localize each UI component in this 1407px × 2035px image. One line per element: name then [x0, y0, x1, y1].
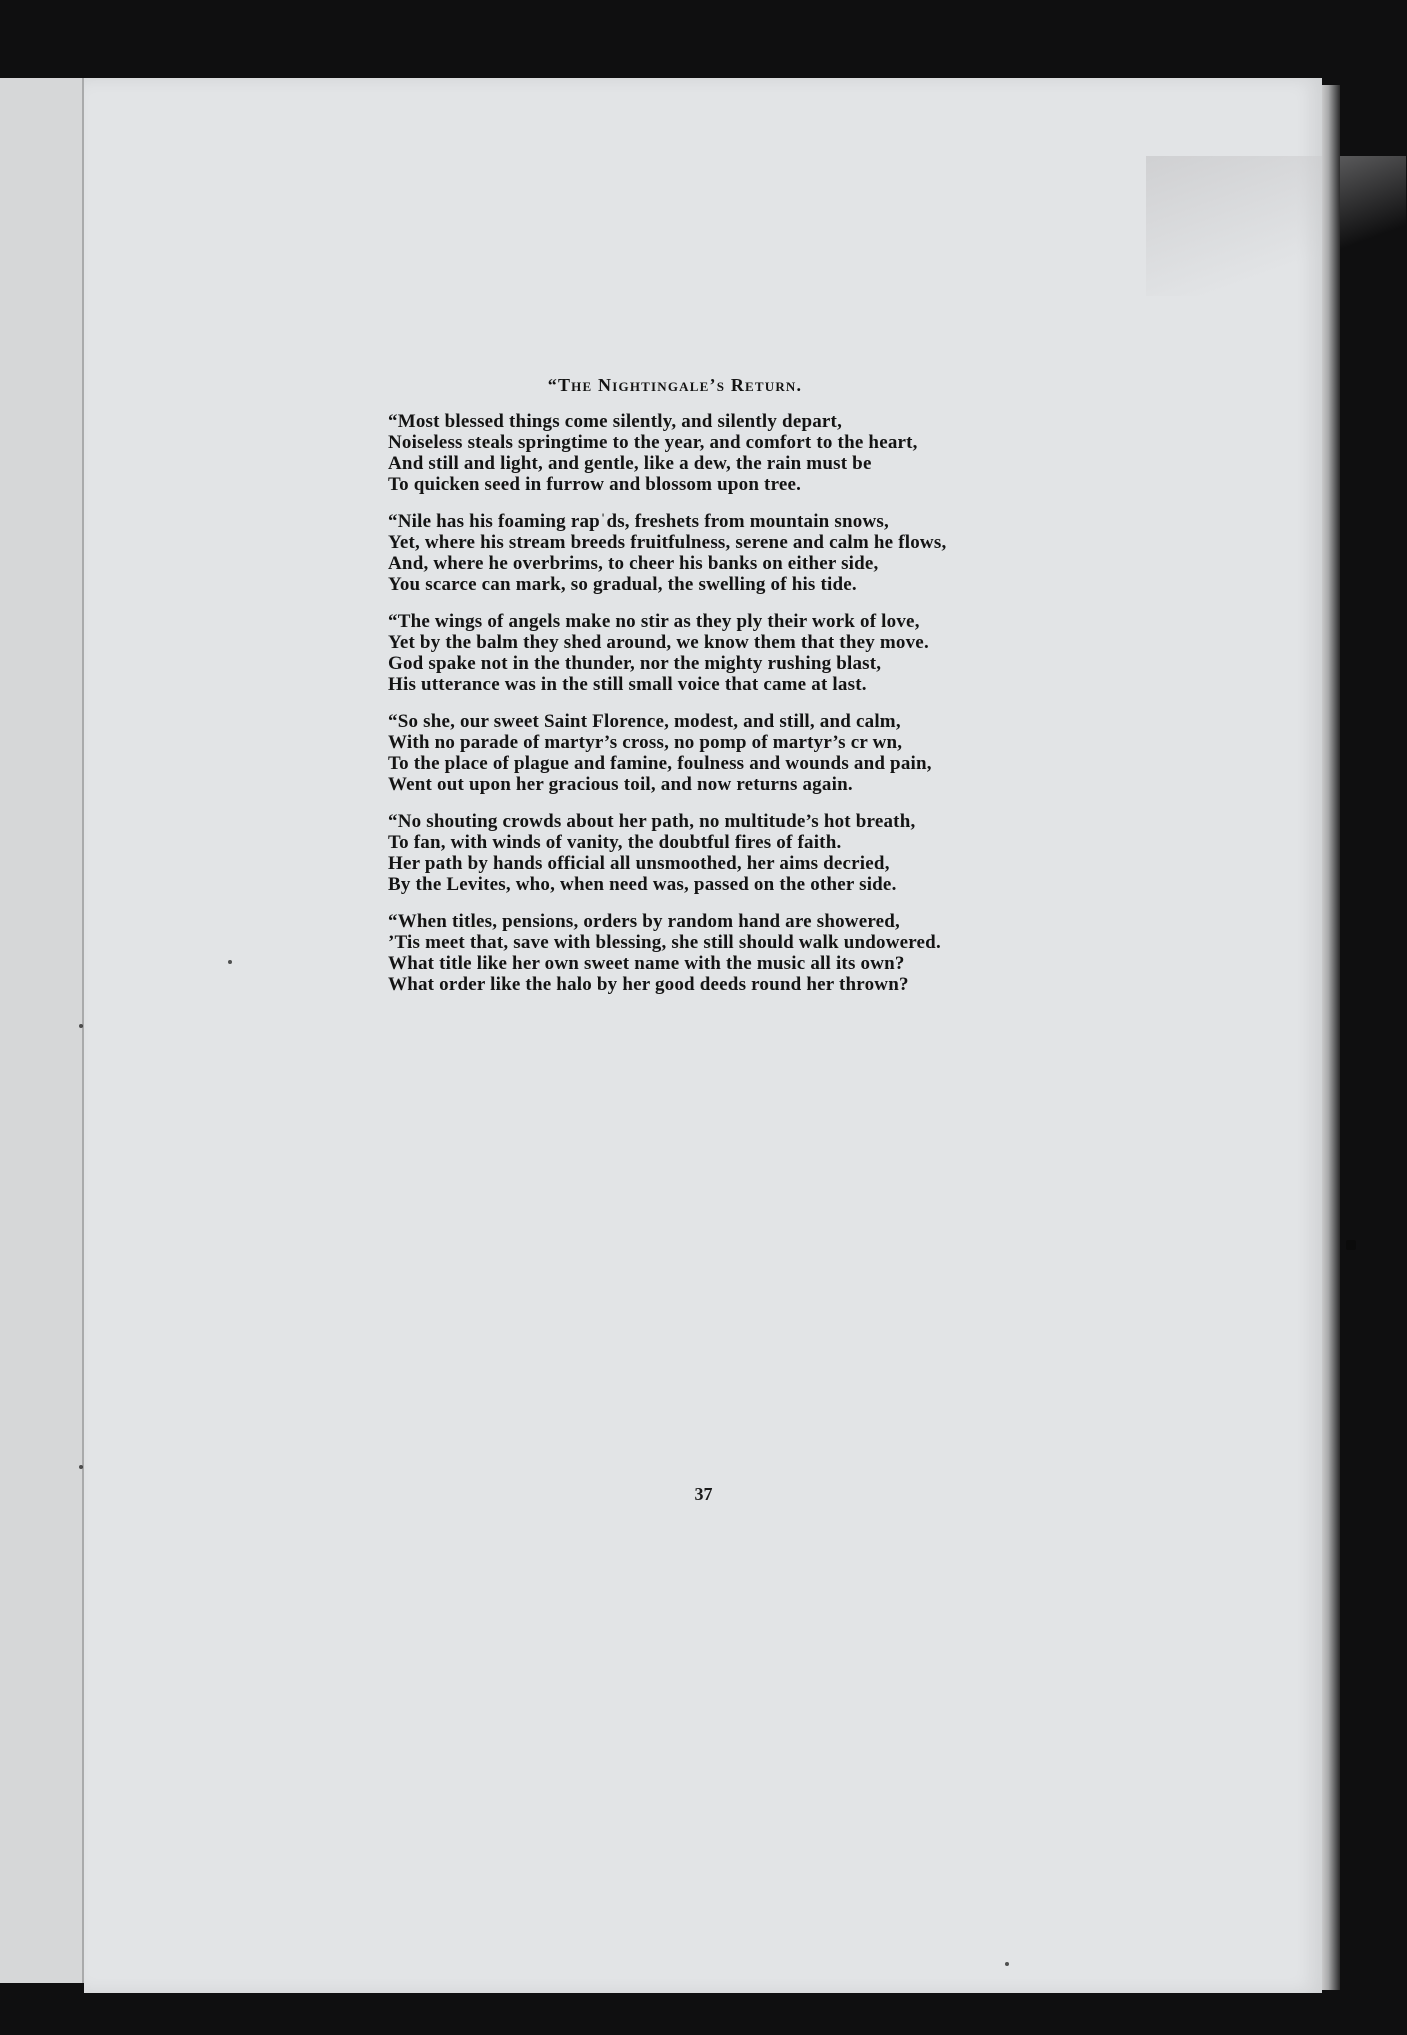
poem-line: With no parade of martyr’s cross, no pomp of martyr’s cr wn, — [388, 732, 903, 753]
poem-line: “No shouting crowds about her path, no multitude’s hot breath, — [388, 811, 916, 832]
scan-speck — [79, 1465, 83, 1469]
poem-line: “Most blessed things come silently, and silently depart, — [388, 411, 843, 432]
page-fold-shadow — [1146, 156, 1406, 296]
poem-line: God spake not in the thunder, nor the mighty rushing blast, — [388, 653, 882, 674]
page-number: 37 — [694, 1484, 713, 1504]
poem-line: And still and light, and gentle, like a dew, the rain must be — [388, 453, 872, 474]
scan-speck — [228, 960, 232, 964]
page-right-edge — [1322, 85, 1340, 1990]
stanza — [380, 411, 970, 495]
poem-block — [380, 375, 970, 1011]
poem-line: ’Tis meet that, save with blessing, she still should walk undowered. — [388, 932, 941, 953]
poem-line: “Nile has his foaming rapˈds, freshets from mountain snows, — [388, 511, 889, 532]
poem-line: What title like her own sweet name with the music all its own? — [388, 953, 905, 974]
poem-line: Her path by hands official all unsmoothed, her aims decried, — [388, 853, 890, 874]
poem-line: You scarce can mark, so gradual, the swelling of his tide. — [388, 574, 857, 595]
scan-speck — [1346, 1240, 1356, 1250]
scan-speck — [79, 1024, 83, 1028]
scan-speck — [1005, 1962, 1009, 1966]
poem-line: What order like the halo by her good deeds round her thrown? — [388, 974, 909, 995]
poem-line: His utterance was in the still small voice that came at last. — [388, 674, 867, 695]
stanza — [380, 511, 970, 595]
poem-line: “So she, our sweet Saint Florence, modest, and still, and calm, — [388, 711, 901, 732]
poem-line: To fan, with winds of vanity, the doubtful fires of faith. — [388, 832, 842, 853]
stanza — [380, 811, 970, 895]
stanza — [380, 911, 970, 995]
poem-line: To quicken seed in furrow and blossom upon tree. — [388, 474, 802, 495]
poem-line: “The wings of angels make no stir as they ply their work of love, — [388, 611, 920, 632]
stanza — [380, 711, 970, 795]
poem-line: Yet, where his stream breeds fruitfulness, serene and calm he flows, — [388, 532, 947, 553]
poem-title: “The Nightingale’s Return. — [547, 375, 803, 395]
poem-line: Went out upon her gracious toil, and now returns again. — [388, 774, 853, 795]
book-page — [84, 78, 1322, 1993]
poem-line: Yet by the balm they shed around, we know them that they move. — [388, 632, 929, 653]
poem-line: And, where he overbrims, to cheer his banks on either side, — [388, 553, 879, 574]
poem-line: By the Levites, who, when need was, passed on the other side. — [388, 874, 897, 895]
poem-line: To the place of plague and famine, foulness and wounds and pain, — [388, 753, 932, 774]
poem-line: Noiseless steals springtime to the year, and comfort to the heart, — [388, 432, 918, 453]
facing-page-edge — [0, 78, 84, 1983]
poem-line: “When titles, pensions, orders by random hand are showered, — [388, 911, 901, 932]
stanza — [380, 611, 970, 695]
